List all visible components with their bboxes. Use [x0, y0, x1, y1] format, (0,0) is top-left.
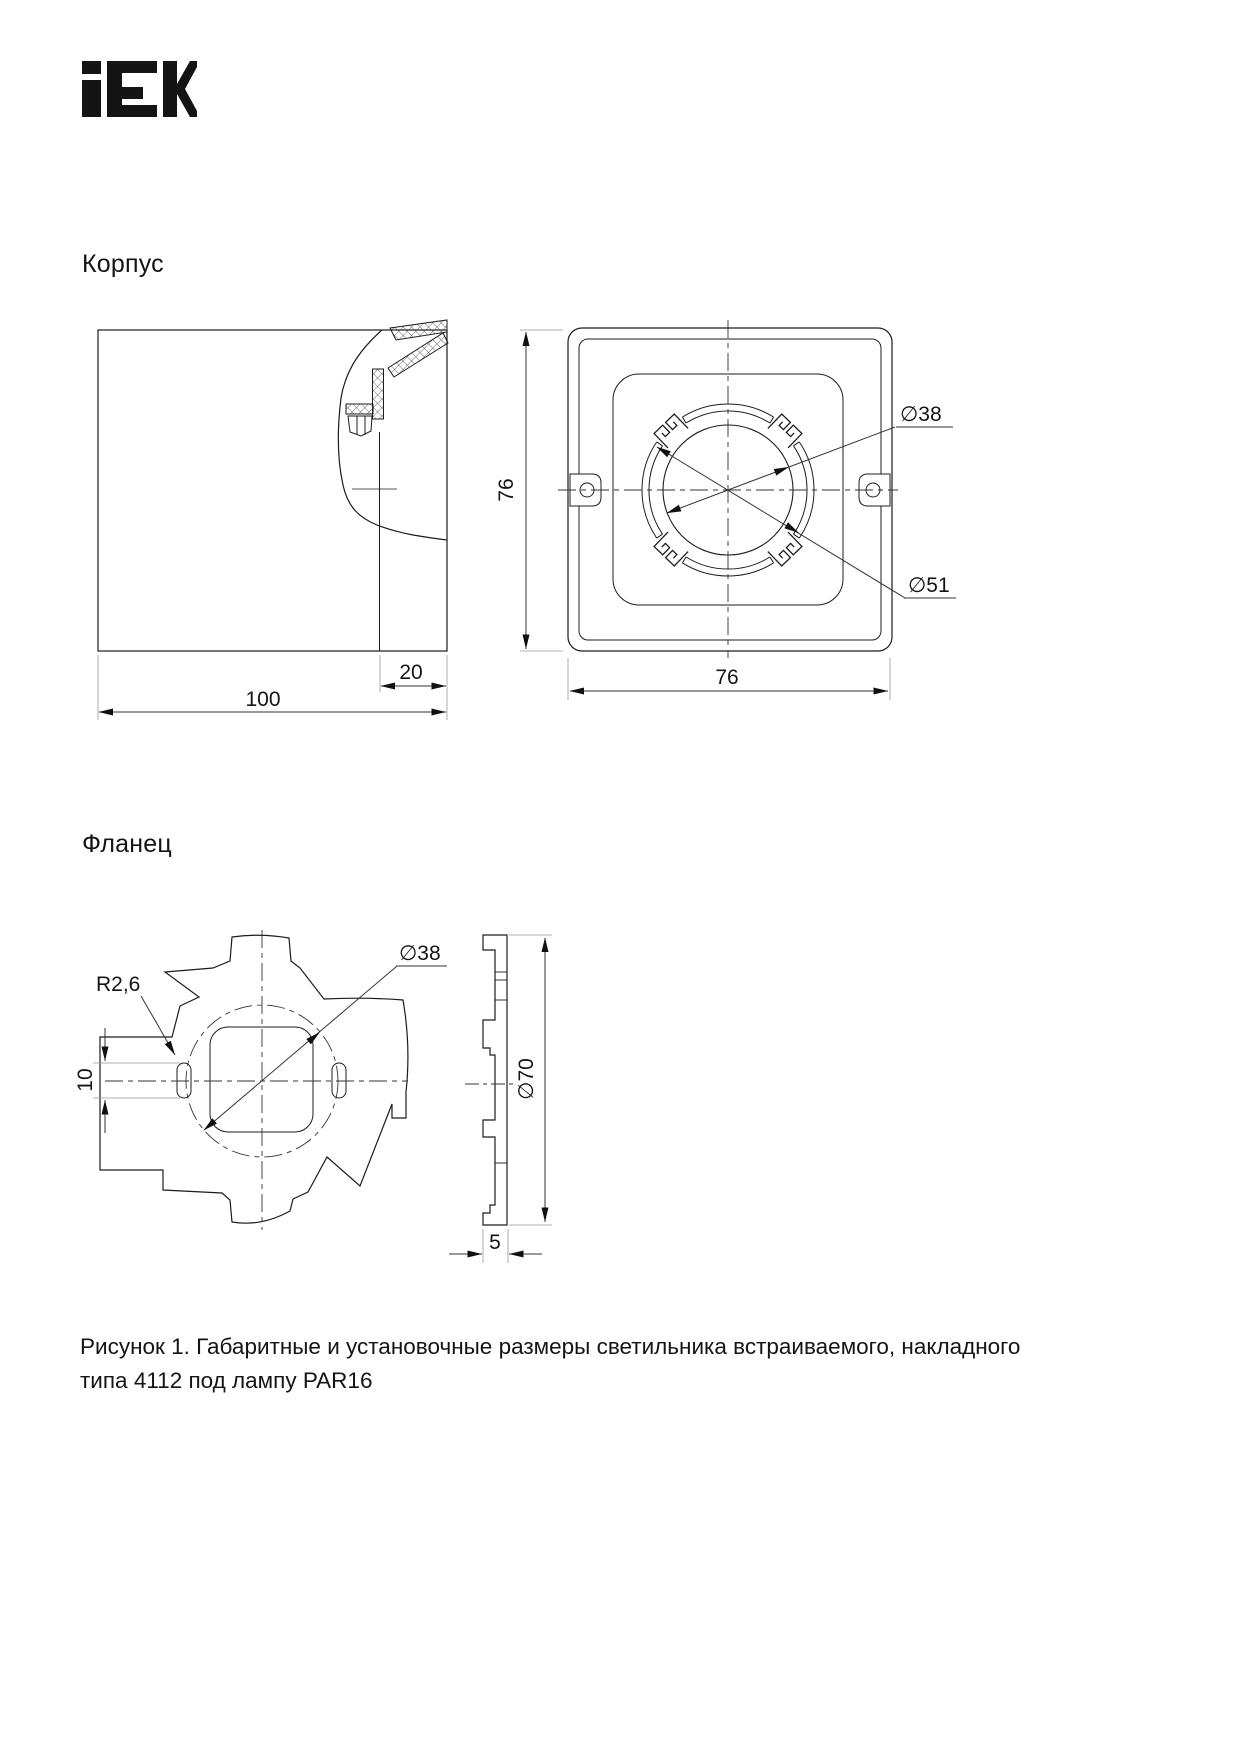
leader-r26	[141, 996, 175, 1055]
logo-e-letter	[107, 61, 157, 117]
flange-front-view	[100, 930, 408, 1230]
dim-label-flange-depth: 20	[399, 661, 423, 684]
korpus-side-dimensions	[98, 655, 447, 720]
front-centerlines	[558, 320, 898, 658]
housing-profile-curve	[338, 330, 447, 540]
dim-label-height: 76	[495, 478, 518, 502]
arrowhead-dia51	[784, 522, 799, 533]
flange-left-slot	[177, 1063, 191, 1098]
korpus-front-view	[558, 320, 898, 658]
arrowhead-dia38	[774, 467, 789, 476]
dim-label-width-total: 100	[245, 688, 281, 711]
flange-square-hole	[210, 1027, 313, 1132]
figure-caption-line1: Рисунок 1. Габаритные и установочные размеры светильника встраиваемого, накладного	[80, 1334, 1021, 1359]
flange-outline	[100, 935, 408, 1223]
dim-label-clip-dia: ∅51	[908, 574, 950, 597]
korpus-side-section-view	[98, 320, 448, 651]
dim-label-flange-dia: ∅38	[399, 942, 441, 965]
flange-side-dimensions	[449, 935, 552, 1263]
dim-label-hole-dia: ∅38	[900, 403, 942, 426]
hatch-vertical-wall	[373, 369, 384, 419]
clamp-nut	[348, 416, 372, 436]
hatch-horizontal-strip	[346, 404, 373, 414]
figure-caption-line2: типа 4112 под лампу PAR16	[80, 1368, 373, 1393]
korpus-front-dimensions	[495, 330, 956, 700]
dim-label-slot-radius: R2,6	[96, 973, 141, 996]
housing-box-outline	[98, 330, 447, 651]
figure-caption	[80, 1330, 1090, 1398]
logo-i-dot	[82, 61, 101, 74]
iek-logo	[82, 61, 197, 117]
flange-right-slot	[332, 1063, 346, 1098]
section-title-flanec: Фланец	[82, 830, 172, 858]
profile-tick-lines	[495, 972, 507, 1163]
dim-label-tab-width: 10	[74, 1068, 97, 1092]
logo-k-letter	[163, 61, 197, 117]
logo-i-stem	[82, 80, 101, 117]
dim-label-width: 76	[715, 666, 739, 689]
leader-flange-dia38	[204, 966, 397, 1130]
flange-profile-outline	[483, 935, 507, 1225]
section-title-korpus: Корпус	[82, 250, 164, 278]
flange-centerlines	[105, 930, 408, 1230]
flange-side-view	[465, 935, 513, 1225]
dim-label-outer-dia: ∅70	[515, 1058, 538, 1100]
dim-label-thickness: 5	[489, 1231, 501, 1254]
